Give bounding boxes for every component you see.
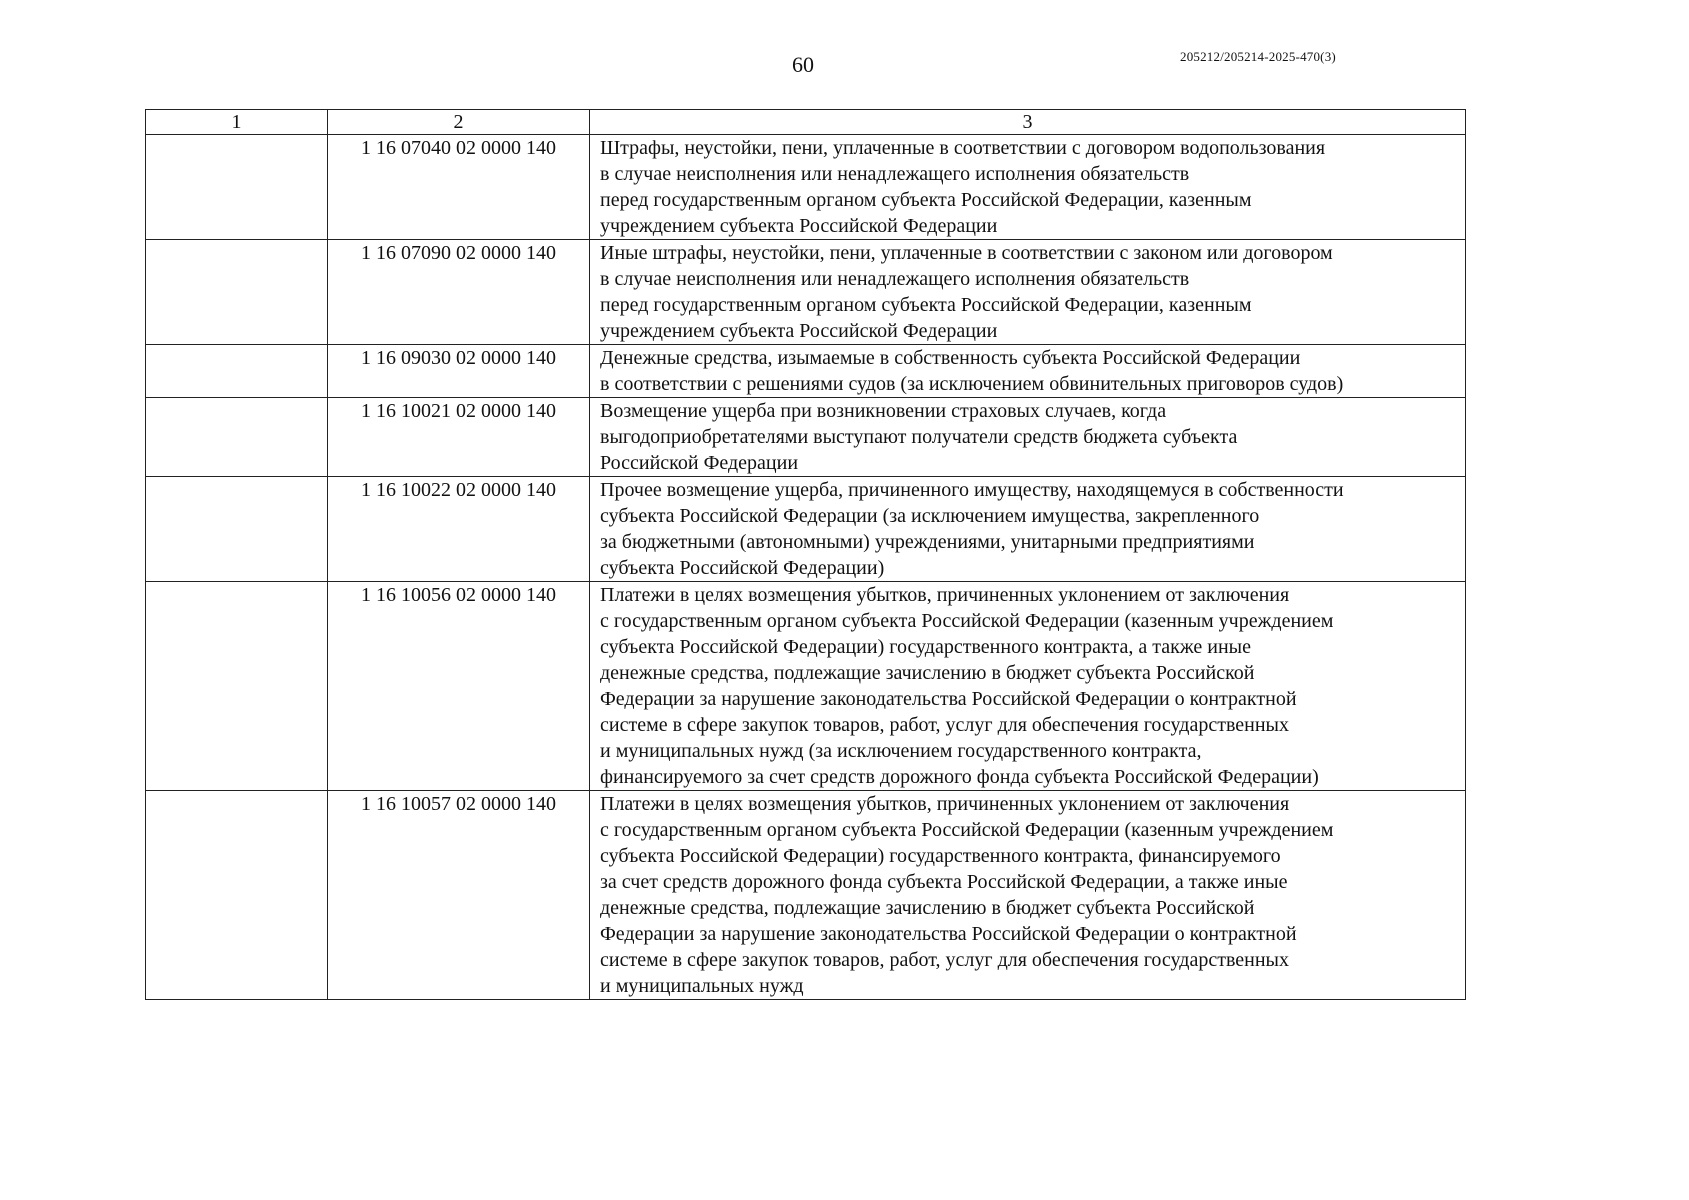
description-line: и муниципальных нужд (за исключением государственного контракта, bbox=[600, 740, 1202, 762]
table-header-row bbox=[146, 110, 1466, 135]
description-line: учреждением субъекта Российской Федерации bbox=[600, 320, 998, 342]
row-number-cell bbox=[146, 135, 328, 240]
revenue-code-cell: 1 16 10022 02 0000 140 bbox=[328, 477, 590, 582]
description-line: с государственным органом субъекта Российской Федерации (казенным учреждением bbox=[600, 819, 1334, 841]
description-line: субъекта Российской Федерации) bbox=[600, 557, 885, 579]
table-row bbox=[146, 582, 1466, 791]
description-line: субъекта Российской Федерации (за исключением имущества, закрепленного bbox=[600, 505, 1260, 527]
table-row bbox=[146, 398, 1466, 477]
description-line: субъекта Российской Федерации) государственного контракта, финансируемого bbox=[600, 845, 1281, 867]
page-number: 60 bbox=[792, 52, 814, 77]
column-header-2: 2 bbox=[328, 110, 590, 135]
table-row bbox=[146, 135, 1466, 240]
description-line: Иные штрафы, неустойки, пени, уплаченные в соответствии с законом или договором bbox=[600, 242, 1333, 264]
description-line: в случае неисполнения или ненадлежащего исполнения обязательств bbox=[600, 163, 1190, 185]
revenue-codes-table bbox=[145, 109, 1466, 1000]
row-number-cell bbox=[146, 240, 328, 345]
document-reference-number: 205212/205214-2025-470(3) bbox=[1180, 49, 1336, 64]
revenue-code-cell: 1 16 09030 02 0000 140 bbox=[328, 345, 590, 398]
description-line: Федерации за нарушение законодательства Российской Федерации о контрактной bbox=[600, 923, 1297, 945]
description-line: перед государственным органом субъекта Российской Федерации, казенным bbox=[600, 294, 1252, 316]
table-row bbox=[146, 791, 1466, 1000]
description-line: за бюджетными (автономными) учреждениями, унитарными предприятиями bbox=[600, 531, 1255, 553]
description-line: перед государственным органом субъекта Российской Федерации, казенным bbox=[600, 189, 1252, 211]
revenue-description-cell bbox=[590, 477, 1466, 582]
description-line: Денежные средства, изымаемые в собственность субъекта Российской Федерации bbox=[600, 347, 1301, 369]
revenue-code-cell: 1 16 10021 02 0000 140 bbox=[328, 398, 590, 477]
table-body bbox=[146, 110, 1466, 1000]
revenue-code-cell: 1 16 10057 02 0000 140 bbox=[328, 791, 590, 1000]
description-line: системе в сфере закупок товаров, работ, услуг для обеспечения государственных bbox=[600, 949, 1289, 971]
description-line: Прочее возмещение ущерба, причиненного имуществу, находящемуся в собственности bbox=[600, 479, 1344, 501]
revenue-description-cell bbox=[590, 582, 1466, 791]
row-number-cell bbox=[146, 582, 328, 791]
row-number-cell bbox=[146, 398, 328, 477]
description-line: с государственным органом субъекта Российской Федерации (казенным учреждением bbox=[600, 610, 1334, 632]
description-line: Платежи в целях возмещения убытков, причиненных уклонением от заключения bbox=[600, 584, 1290, 606]
column-header-1: 1 bbox=[146, 110, 328, 135]
description-line: финансируемого за счет средств дорожного фонда субъекта Российской Федерации) bbox=[600, 766, 1319, 788]
revenue-description-cell bbox=[590, 791, 1466, 1000]
revenue-code-cell: 1 16 07090 02 0000 140 bbox=[328, 240, 590, 345]
description-line: за счет средств дорожного фонда субъекта Российской Федерации, а также иные bbox=[600, 871, 1288, 893]
revenue-description-cell bbox=[590, 398, 1466, 477]
description-line: денежные средства, подлежащие зачислению в бюджет субъекта Российской bbox=[600, 662, 1255, 684]
revenue-code-cell: 1 16 07040 02 0000 140 bbox=[328, 135, 590, 240]
description-line: и муниципальных нужд bbox=[600, 975, 804, 997]
description-line: в соответствии с решениями судов (за исключением обвинительных приговоров судов) bbox=[600, 373, 1344, 395]
revenue-code-cell: 1 16 10056 02 0000 140 bbox=[328, 582, 590, 791]
description-line: учреждением субъекта Российской Федерации bbox=[600, 215, 998, 237]
table-row bbox=[146, 240, 1466, 345]
description-line: выгодоприобретателями выступают получатели средств бюджета субъекта bbox=[600, 426, 1238, 448]
description-line: субъекта Российской Федерации) государственного контракта, а также иные bbox=[600, 636, 1251, 658]
revenue-description-cell bbox=[590, 135, 1466, 240]
revenue-description-cell bbox=[590, 240, 1466, 345]
description-line: Возмещение ущерба при возникновении страховых случаев, когда bbox=[600, 400, 1167, 422]
column-header-3: 3 bbox=[590, 110, 1466, 135]
table-row bbox=[146, 345, 1466, 398]
description-line: в случае неисполнения или ненадлежащего исполнения обязательств bbox=[600, 268, 1190, 290]
description-line: Федерации за нарушение законодательства Российской Федерации о контрактной bbox=[600, 688, 1297, 710]
description-line: денежные средства, подлежащие зачислению в бюджет субъекта Российской bbox=[600, 897, 1255, 919]
revenue-description-cell bbox=[590, 345, 1466, 398]
table-row bbox=[146, 477, 1466, 582]
description-line: Штрафы, неустойки, пени, уплаченные в соответствии с договором водопользования bbox=[600, 137, 1326, 159]
row-number-cell bbox=[146, 345, 328, 398]
description-line: системе в сфере закупок товаров, работ, услуг для обеспечения государственных bbox=[600, 714, 1289, 736]
description-line: Российской Федерации bbox=[600, 452, 799, 474]
row-number-cell bbox=[146, 477, 328, 582]
description-line: Платежи в целях возмещения убытков, причиненных уклонением от заключения bbox=[600, 793, 1290, 815]
row-number-cell bbox=[146, 791, 328, 1000]
